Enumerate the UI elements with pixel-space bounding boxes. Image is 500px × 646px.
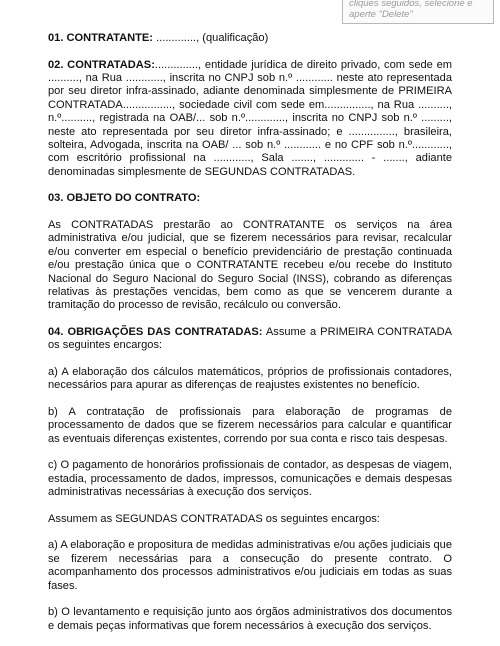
clause-03-heading: 03. OBJETO DO CONTRATO: [48,192,201,205]
clause-04-label: 04. OBRIGAÇÕES DAS CONTRATADAS: [48,326,263,339]
clause-02 [48,59,452,180]
clause-04-intro: Assume a PRIMEIRA CONTRATADA os seguintes encargos: [48,326,452,352]
clause-04 [48,326,452,353]
clause-01 [48,32,452,45]
editing-hint-text: cliques seguidos, selecione e aperte "Delete" [349,0,473,20]
clause-03-text: As CONTRATADAS prestarão ao CONTRATANTE os serviços na área administrativa e/ou judicial, que se fizerem necessários para revisar, recalcular e/ou converter em especial o benefício previdenciário de prestação continuada e/ou prestação única que o CONTRATANTE recebeu e/ou recebe do Instituto Nacional do Seguro Nacional do Seguro Social (INSS), cobrando as diferenças relativas às prestações vencidas, bem como as que se vencerem durante a tramitação do processo de revisão, recálculo ou conversão. [48,219,452,312]
clause-04-item-b: b) A contratação de profissionais para elaboração de programas de processamento de dados que se fizerem necessários para calcular e quantificar as eventuais diferenças existentes, correndo por sua conta e risco tais despesas. [48,406,452,445]
clause-02-label: 02. CONTRATADAS: [48,58,155,71]
clause-01-label: 01. CONTRATANTE: [48,32,153,44]
clause-04-second-item-a: a) A elaboração e propositura de medidas administrativas e/ou ações judiciais que se fizerem necessárias para a consecução do presente contrato. O acompanhamento dos processos administrativos e/ou judiciais em todas as suas fases. [48,539,452,592]
editing-hint-box [342,0,494,24]
clause-04-item-c: c) O pagamento de honorários profissionais de contador, as despesas de viagem, estadia, processamento de dados, impressos, comunicações e demais despesas administrativas necessárias à execução dos serviços. [48,459,452,499]
clause-02-text: .............., entidade jurídica de direito privado, com sede em .........., na Rua ............, inscrita no CNPJ sob n.º ............ neste ato representada por seu diretor infra-assinado, adiante denominada simplesmente de PRIMEIRA CONTRATADA................, sociedade civil com sede em..............., na Rua .........., n.º.........., registrada na OAB/... sob n.º............., inscrita no CNPJ sob n.º ........., neste ato representada por seu diretor infra-assinado; e ..............., brasileira, solteira, Advogada, inscrita na OAB/ ... sob n.º ............ e no CPF sob n.º............, com escritório profissional na ............, Sala ......., ............. - ......., adiante denominadas simplesmente de SEGUNDAS CONTRATADAS. [48,58,453,178]
clause-04-second-item-b: b) O levantamento e requisição junto aos órgãos administrativos dos documentos e demais peças informativas que forem necessários à execução dos serviços. [48,606,452,632]
clause-04-second-intro: Assumem as SEGUNDAS CONTRATADAS os seguintes encargos: [48,512,380,525]
contract-body [48,32,452,646]
clause-01-text: ............., (qualificação) [152,32,269,44]
clause-04-item-a: a) A elaboração dos cálculos matemáticos, próprios de profissionais contadores, necessários para apurar as diferenças de reajustes existentes no benefício. [48,366,452,392]
